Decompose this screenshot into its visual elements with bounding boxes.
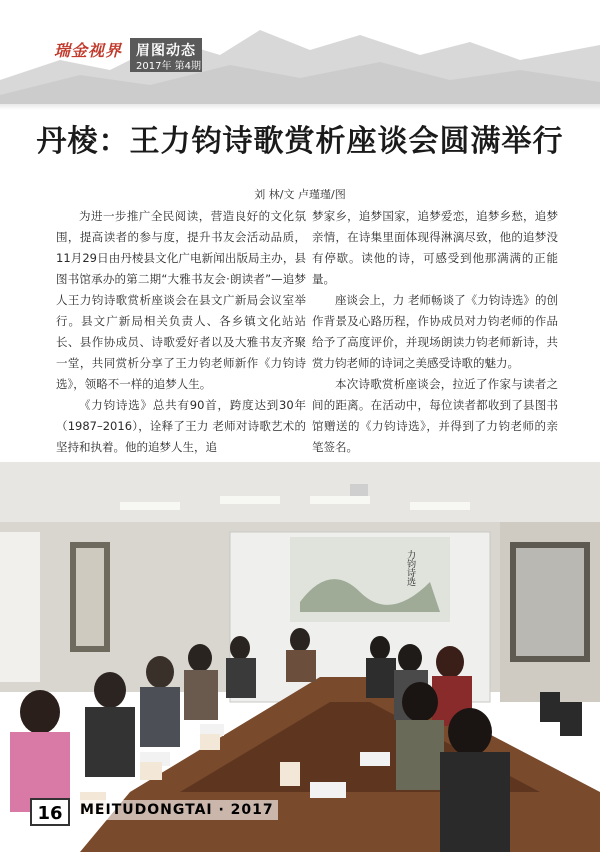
magazine-footer: MEITUDONGTAI · 2017 — [76, 800, 278, 820]
issue-label: 2017年 第4期 — [136, 61, 201, 72]
magazine-logo: 瑞金视界 — [54, 41, 123, 60]
svg-text:力钧诗选: 力钧诗选 — [405, 550, 415, 586]
paragraph: 为进一步推广全民阅读，营造良好的文化氛围，提高读者的参与度，提升书友会活动品质，11月29日由丹棱县文化广电新闻出版局主办，县图书馆承办的第二期“大雅书友会·朗读者”—追梦人王力钧诗歌赏析座谈会在县文广新局会议室举行。县文广新局相关负责人、各乡镇文化站站长、县作协成员、诗歌爱好者以及大雅书友齐聚一堂，共同赏析分享了王力钧老师新作《力钧诗选》，领略不一样的追梦人生。 — [56, 209, 306, 391]
paragraph: 本次诗歌赏析座谈会，拉近了作家与读者之间的距离。在活动中，每位读者都收到了县图书馆赠送的《力钧诗选》，并得到了力钧老师的亲笔签名。 — [312, 377, 558, 454]
article-column-left — [56, 206, 306, 458]
paragraph: 座谈会上，力 老师畅谈了《力钧诗选》的创作背景及心路历程，作协成员对力钧老师的作品给予了高度评价，并现场朗读力钧老师新诗，共赏力钧老师的诗词之美感受诗歌的魅力。 — [312, 293, 558, 370]
article-column-right — [312, 206, 558, 458]
paragraph: 梦家乡，追梦国家，追梦爱恋，追梦乡愁，追梦亲情，在诗集里面体现得淋漓尽致，他的追梦没有停歇。读他的诗，可感受到他那满满的正能量。 — [312, 209, 558, 286]
article-headline: 丹棱：王力钧诗歌赏析座谈会圆满举行 — [36, 124, 564, 159]
section-header-box — [130, 38, 202, 72]
paragraph: 《力钧诗选》总共有90首，跨度达到30年（1987–2016），诠释了王力 老师对诗歌艺术的坚持和执着。他的追梦人生，追 — [56, 398, 306, 454]
page-number: 16 — [30, 798, 70, 826]
section-title: 眉图动态 — [136, 43, 196, 59]
meeting-photo — [0, 462, 600, 852]
article-byline: 刘 林/文 卢瑾瑾/图 — [254, 188, 346, 201]
